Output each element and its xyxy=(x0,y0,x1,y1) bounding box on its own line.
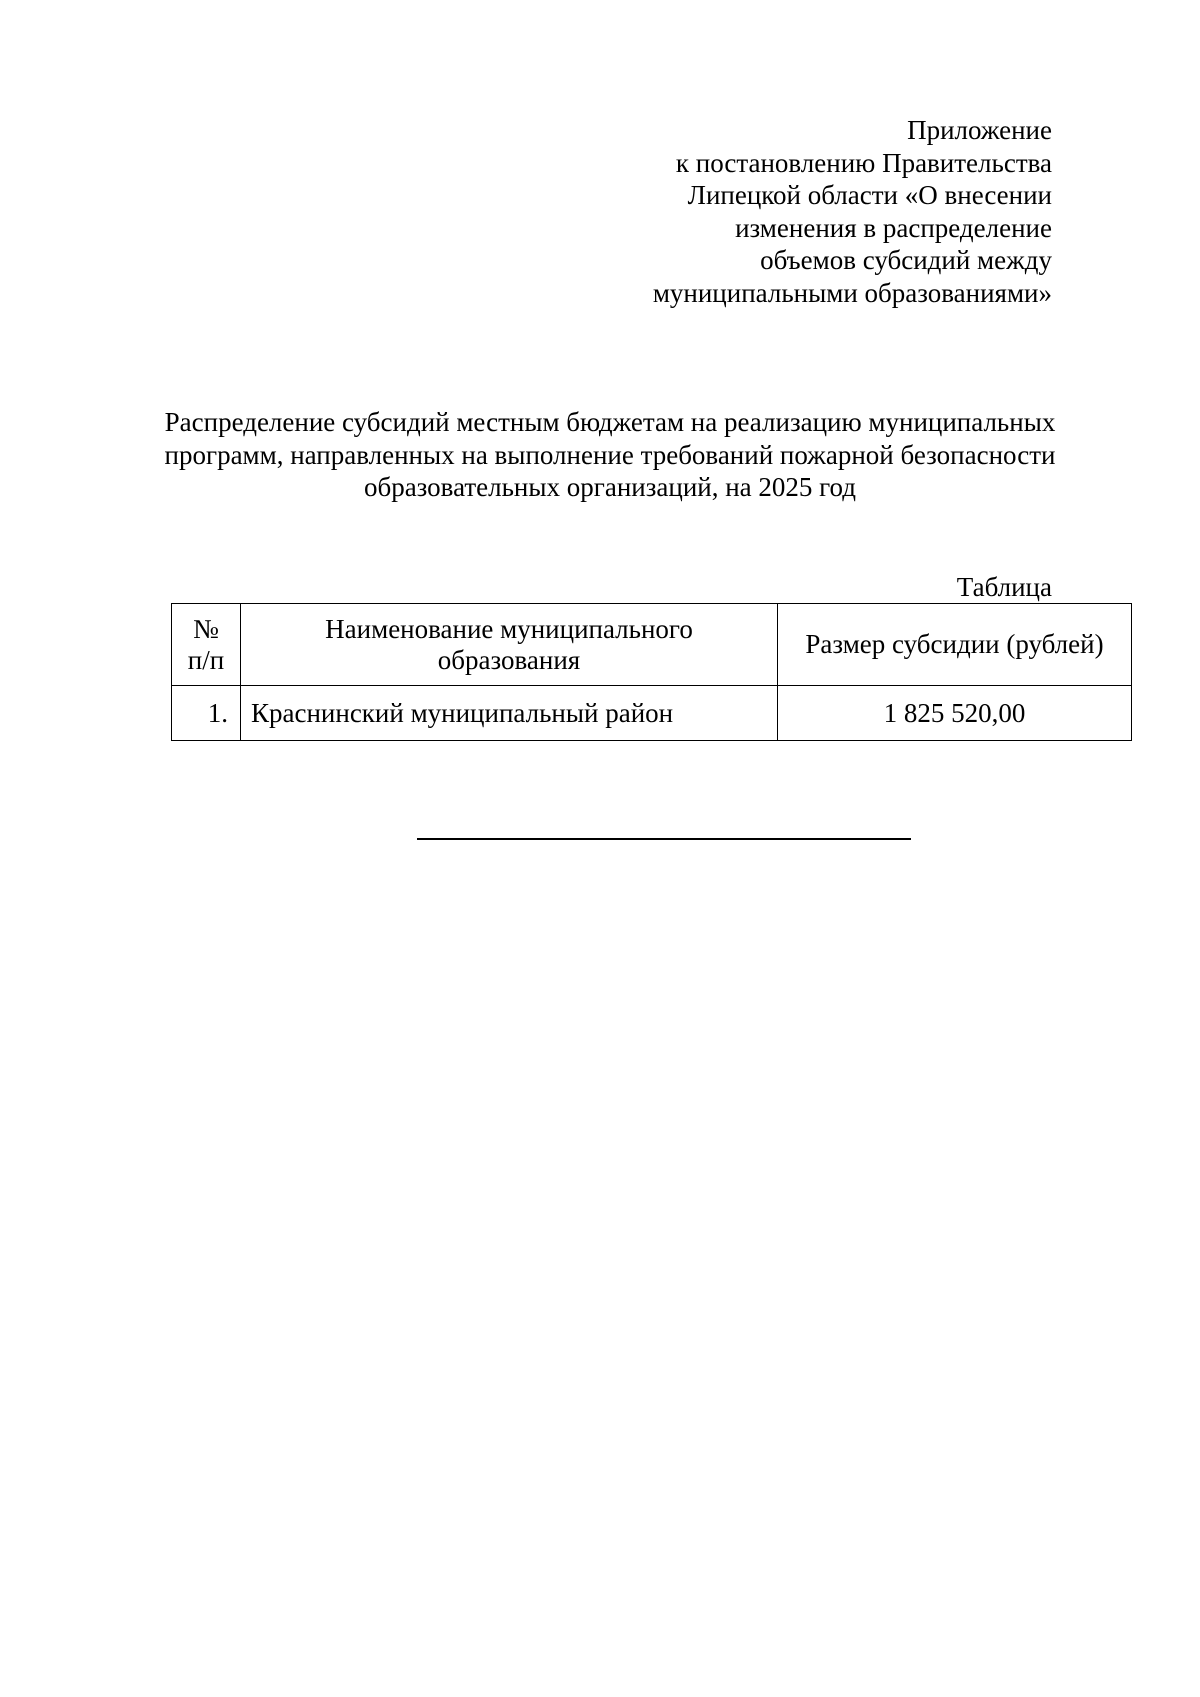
row-amount-cell: 1 825 520,00 xyxy=(778,686,1132,741)
closing-rule-line xyxy=(417,838,911,840)
header-name-cell xyxy=(241,604,778,686)
title-line: Распределение субсидий местным бюджетам на реализацию муниципальных xyxy=(164,407,1056,437)
subsidy-table xyxy=(171,603,1132,741)
row-name-cell: Краснинский муниципальный район xyxy=(241,686,778,741)
table-header-row xyxy=(172,604,1132,686)
table-caption: Таблица xyxy=(956,572,1052,602)
table-row xyxy=(172,686,1132,741)
row-number-cell: 1. xyxy=(172,686,241,741)
header-number-abbrev: п/п xyxy=(187,644,225,675)
appendix-line: к постановлению Правительства xyxy=(675,147,1052,178)
appendix-line: объемов субсидий между xyxy=(760,245,1052,275)
appendix-line: изменения в распределение xyxy=(735,212,1052,243)
header-name-line: образования xyxy=(437,644,581,675)
appendix-block xyxy=(492,114,1052,309)
appendix-line: Липецкой области «О внесении xyxy=(687,180,1052,210)
header-number-symbol: № xyxy=(193,613,219,644)
document-title xyxy=(150,406,1070,504)
header-name-line: Наименование муниципального xyxy=(325,613,693,644)
appendix-line: Приложение xyxy=(907,115,1052,145)
header-amount-cell: Размер субсидии (рублей) xyxy=(778,604,1132,686)
appendix-line: муниципальными образованиями» xyxy=(652,277,1052,308)
title-line: образовательных организаций, на 2025 год xyxy=(363,472,857,502)
header-number-cell xyxy=(172,604,241,686)
title-line: программ, направленных на выполнение требований пожарной безопасности xyxy=(164,439,1056,470)
